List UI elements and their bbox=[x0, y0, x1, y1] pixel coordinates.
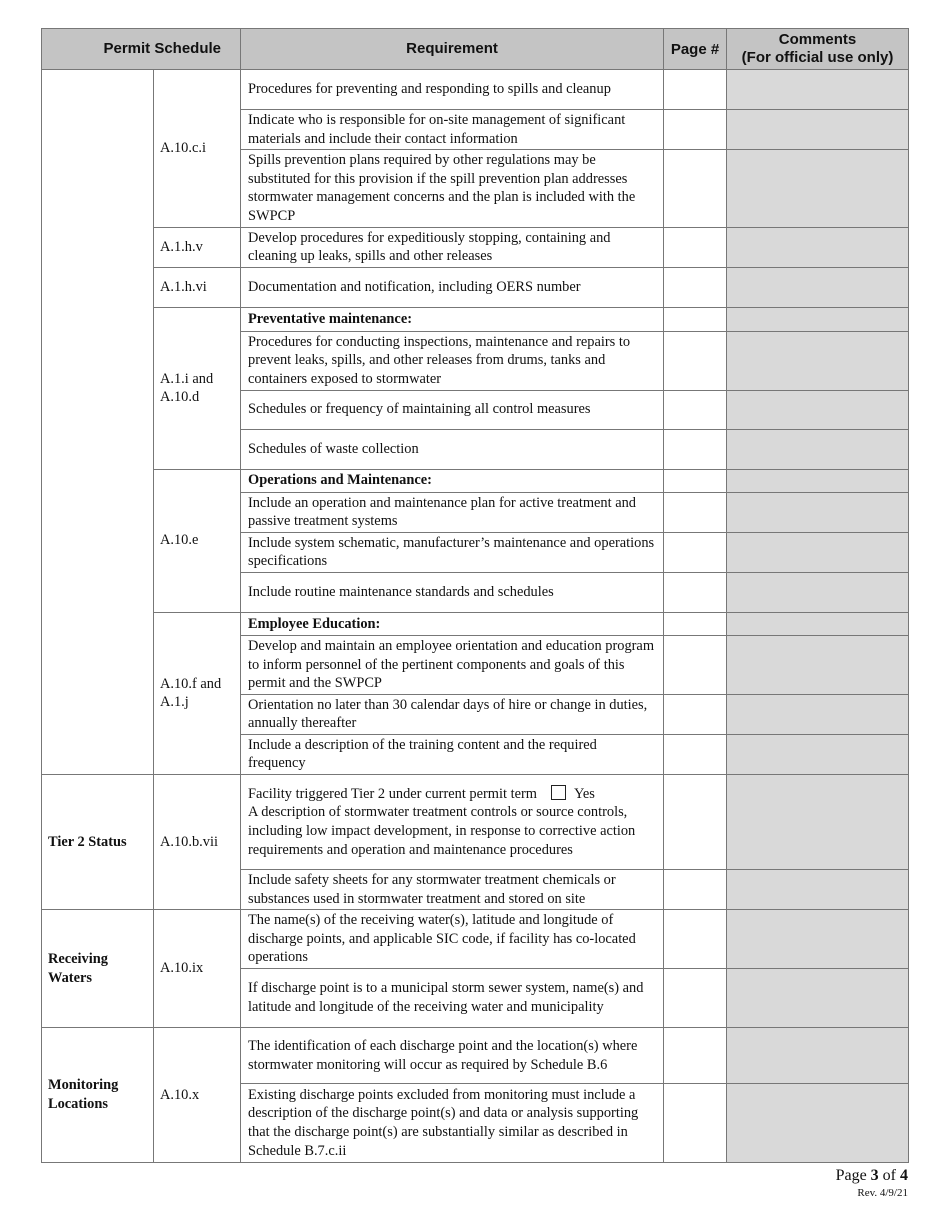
comments-field[interactable] bbox=[727, 267, 909, 307]
header-comments-subtitle: (For official use only) bbox=[741, 49, 894, 66]
comments-field[interactable] bbox=[727, 870, 909, 910]
citation-cell: A.1.h.v bbox=[154, 227, 241, 267]
comments-field[interactable] bbox=[727, 70, 909, 110]
comments-field[interactable] bbox=[727, 532, 909, 572]
citation-cell: A.10.x bbox=[154, 1028, 241, 1163]
requirement-cell: If discharge point is to a municipal storm sewer system, name(s) and latitude and longitude of the receiving water and municipality bbox=[241, 969, 664, 1028]
requirement-cell: Existing discharge points excluded from monitoring must include a description of the discharge point(s) and data or analysis supporting that the discharge point(s) are substantially similar as described in Schedule B.7.c.ii bbox=[241, 1084, 664, 1163]
header-requirement: Requirement bbox=[241, 29, 664, 70]
citation-cell: A.1.i and A.10.d bbox=[154, 307, 241, 469]
table-row bbox=[42, 70, 909, 110]
table-row bbox=[42, 267, 909, 307]
page-number-field[interactable] bbox=[664, 635, 727, 694]
comments-field[interactable] bbox=[727, 1084, 909, 1163]
requirement-cell: Develop procedures for expeditiously stopping, containing and cleaning up leaks, spills and other releases bbox=[241, 227, 664, 267]
requirement-cell: Include safety sheets for any stormwater treatment chemicals or substances used in stormwater treatment and stored on site bbox=[241, 870, 664, 910]
comments-field[interactable] bbox=[727, 969, 909, 1028]
requirement-cell bbox=[241, 775, 664, 870]
current-page-number: 3 bbox=[870, 1167, 879, 1184]
page-number-field[interactable] bbox=[664, 532, 727, 572]
requirement-cell: Spills prevention plans required by other regulations may be substituted for this provision if the spill prevention plan addresses stormwater management concerns and the plan is included with the SWPCP bbox=[241, 150, 664, 227]
table-row bbox=[42, 910, 909, 969]
citation-cell: A.10.ix bbox=[154, 910, 241, 1028]
page-number-field[interactable] bbox=[664, 870, 727, 910]
requirement-cell: The identification of each discharge point and the location(s) where stormwater monitoring will occur as required by Schedule B.6 bbox=[241, 1028, 664, 1084]
section-label-monitoring-locations: Monitoring Locations bbox=[42, 1028, 154, 1163]
requirement-cell: Schedules or frequency of maintaining all control measures bbox=[241, 390, 664, 429]
comments-field[interactable] bbox=[727, 150, 909, 227]
page-number-field[interactable] bbox=[664, 694, 727, 734]
page-word: Page bbox=[835, 1167, 867, 1184]
citation-cell: A.1.h.vi bbox=[154, 267, 241, 307]
requirement-cell: Procedures for preventing and responding to spills and cleanup bbox=[241, 70, 664, 110]
page-number-field[interactable] bbox=[664, 1028, 727, 1084]
citation-cell: A.10.b.vii bbox=[154, 775, 241, 910]
requirement-cell: Schedules of waste collection bbox=[241, 429, 664, 469]
page-number-field[interactable] bbox=[664, 227, 727, 267]
page-number-field[interactable] bbox=[664, 775, 727, 870]
page-number-field[interactable] bbox=[664, 70, 727, 110]
comments-field[interactable] bbox=[727, 694, 909, 734]
table-row bbox=[42, 469, 909, 492]
comments-field[interactable] bbox=[727, 572, 909, 612]
page-number-field[interactable] bbox=[664, 267, 727, 307]
header-page-number: Page # bbox=[664, 29, 727, 70]
page-number-field[interactable] bbox=[664, 390, 727, 429]
page-number-field[interactable] bbox=[664, 492, 727, 532]
comments-field[interactable] bbox=[727, 635, 909, 694]
requirement-cell: Include routine maintenance standards and schedules bbox=[241, 572, 664, 612]
header-comments bbox=[727, 29, 909, 70]
subsection-heading: Preventative maintenance: bbox=[241, 307, 664, 331]
subsection-heading: Operations and Maintenance: bbox=[241, 469, 664, 492]
table-header bbox=[42, 29, 909, 70]
comments-field[interactable] bbox=[727, 227, 909, 267]
comments-field[interactable] bbox=[727, 469, 909, 492]
page-number-field[interactable] bbox=[664, 307, 727, 331]
citation-cell: A.10.f and A.1.j bbox=[154, 612, 241, 774]
requirement-cell: The name(s) of the receiving water(s), latitude and longitude of discharge points, and applicable SIC code, if facility has co-located operations bbox=[241, 910, 664, 969]
section-cell-empty bbox=[42, 70, 154, 775]
citation-cell: A.10.c.i bbox=[154, 70, 241, 228]
comments-field[interactable] bbox=[727, 734, 909, 774]
table-row bbox=[42, 775, 909, 870]
page-number-field[interactable] bbox=[664, 734, 727, 774]
citation-cell: A.10.e bbox=[154, 469, 241, 612]
comments-field[interactable] bbox=[727, 775, 909, 870]
tier2-yes-checkbox[interactable] bbox=[551, 785, 566, 800]
page-number-field[interactable] bbox=[664, 429, 727, 469]
page-number-field[interactable] bbox=[664, 612, 727, 635]
requirement-cell: Include a description of the training content and the required frequency bbox=[241, 734, 664, 774]
comments-field[interactable] bbox=[727, 492, 909, 532]
revision-date: Rev. 4/9/21 bbox=[857, 1187, 908, 1199]
comments-field[interactable] bbox=[727, 307, 909, 331]
requirement-cell: Procedures for conducting inspections, maintenance and repairs to prevent leaks, spills, and other releases from drums, tanks and containers exposed to stormwater bbox=[241, 331, 664, 390]
page-number-field[interactable] bbox=[664, 469, 727, 492]
tier2-trigger-text: Facility triggered Tier 2 under current permit term bbox=[248, 785, 537, 802]
header-comments-title: Comments bbox=[778, 31, 857, 48]
requirement-cell: Develop and maintain an employee orientation and education program to inform personnel of the pertinent components and goals of this permit and the SWPCP bbox=[241, 635, 664, 694]
requirement-cell: Include system schematic, manufacturer’s maintenance and operations specifications bbox=[241, 532, 664, 572]
comments-field[interactable] bbox=[727, 331, 909, 390]
page-number-field[interactable] bbox=[664, 1084, 727, 1163]
tier2-description-text: A description of stormwater treatment controls or source controls, including low impact development, in response to corrective action requirements and operation and maintenance procedures bbox=[248, 804, 636, 858]
table-row bbox=[42, 1028, 909, 1084]
page-footer bbox=[836, 1166, 908, 1200]
total-pages-number: 4 bbox=[900, 1167, 908, 1184]
page-number-field[interactable] bbox=[664, 910, 727, 969]
header-permit-schedule: Permit Schedule bbox=[42, 29, 241, 70]
page-indicator bbox=[836, 1166, 908, 1186]
page-number-field[interactable] bbox=[664, 150, 727, 227]
requirement-cell: Include an operation and maintenance plan for active treatment and passive treatment systems bbox=[241, 492, 664, 532]
table-row bbox=[42, 307, 909, 331]
comments-field[interactable] bbox=[727, 1028, 909, 1084]
comments-field[interactable] bbox=[727, 910, 909, 969]
of-word: of bbox=[882, 1167, 896, 1184]
requirement-cell: Indicate who is responsible for on-site management of significant materials and include their contact information bbox=[241, 110, 664, 150]
comments-field[interactable] bbox=[727, 429, 909, 469]
page-number-field[interactable] bbox=[664, 572, 727, 612]
table-row bbox=[42, 227, 909, 267]
tier2-yes-label: Yes bbox=[573, 785, 595, 802]
subsection-heading: Employee Education: bbox=[241, 612, 664, 635]
page-number-field[interactable] bbox=[664, 110, 727, 150]
section-label-receiving-waters: Receiving Waters bbox=[42, 910, 154, 1028]
page-number-field[interactable] bbox=[664, 969, 727, 1028]
requirement-cell: Documentation and notification, including OERS number bbox=[241, 267, 664, 307]
permit-requirements-table bbox=[41, 28, 909, 1163]
page-number-field[interactable] bbox=[664, 331, 727, 390]
comments-field[interactable] bbox=[727, 110, 909, 150]
table-row bbox=[42, 612, 909, 635]
comments-field[interactable] bbox=[727, 390, 909, 429]
comments-field[interactable] bbox=[727, 612, 909, 635]
requirement-cell: Orientation no later than 30 calendar days of hire or change in duties, annually thereafter bbox=[241, 694, 664, 734]
section-label-tier2: Tier 2 Status bbox=[42, 775, 154, 910]
